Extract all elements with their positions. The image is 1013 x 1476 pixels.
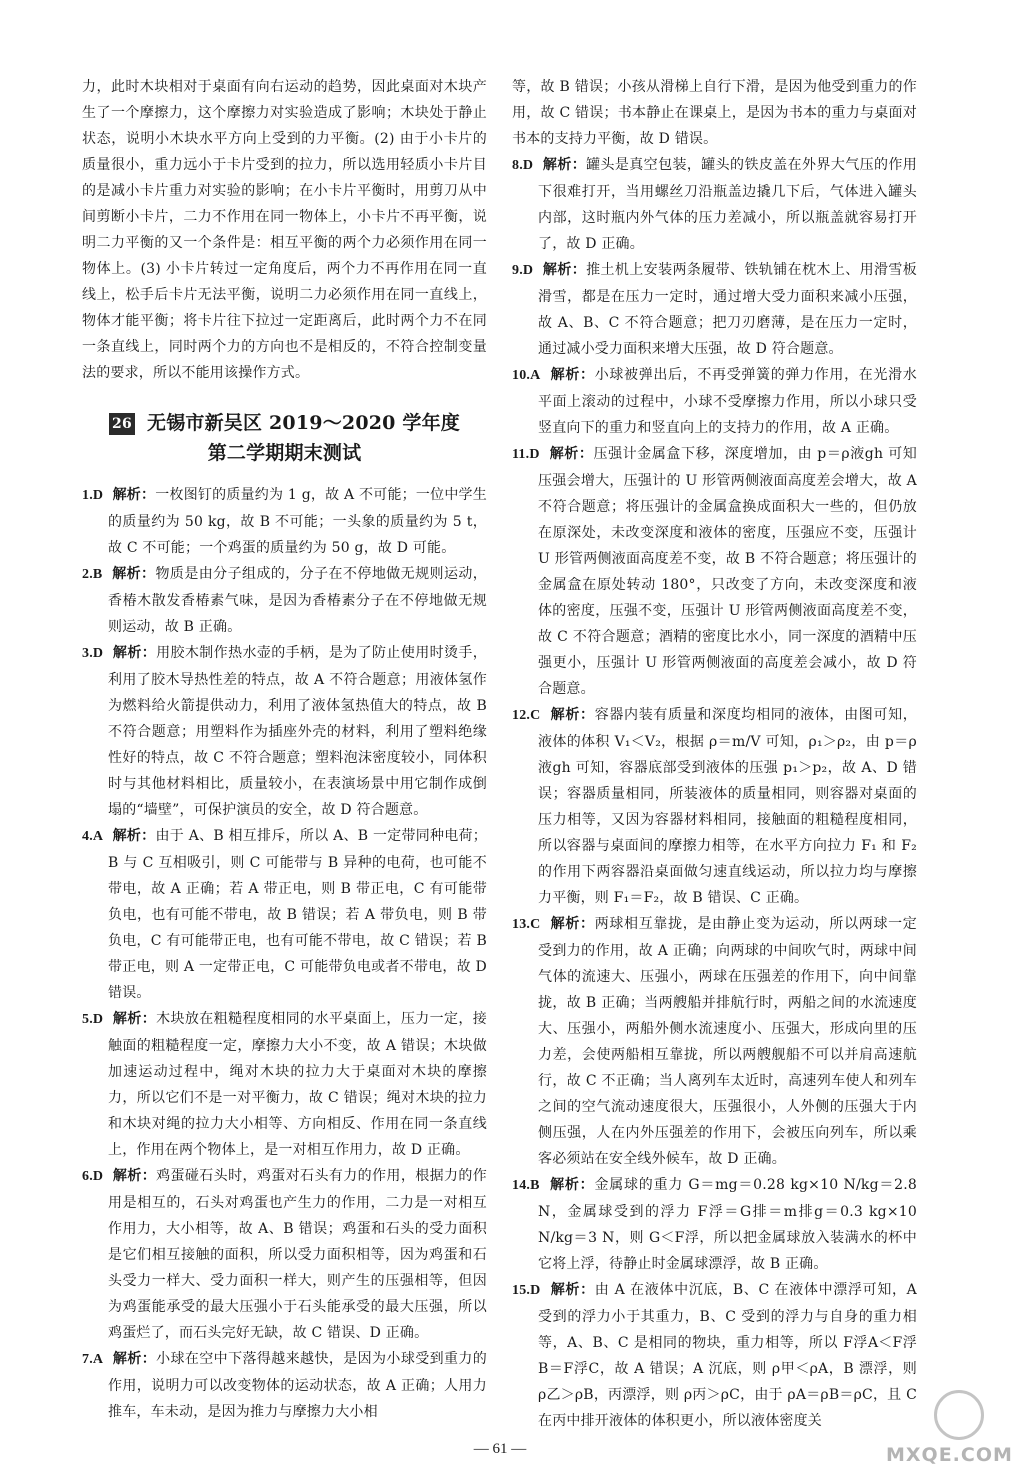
answer-letter: A (530, 368, 541, 383)
analysis-label: 解析： (550, 1282, 595, 1298)
question-number: 1. (82, 488, 93, 503)
question-number: 3. (82, 646, 93, 661)
answer-item (512, 911, 917, 1172)
analysis-label: 解析： (550, 1177, 595, 1193)
analysis-label: 解析： (112, 1168, 157, 1184)
left-intro-paragraph: 力，此时木块相对于桌面有向右运动的趋势，因此桌面对木块产生了一个摩擦力，这个摩擦力对实验造成了影响；木块处于静止状态，说明小木块水平方向上受到的力平衡。(2) 由于小卡片的质量很小，重力远小于卡片受到的拉力，所以选用轻质小卡片目的是减小卡片重力对实验的影响；在小卡片平衡时，用剪刀从中间剪断小卡片，二力不作用在同一物体上，小卡片不再平衡，说明二力平衡的又一个条件是：相互平衡的两个力必须作用在同一物体上。(3) 小卡片转过一定角度后，两个力不再作用在同一直线上，松手后卡片无法平衡，说明二力必须作用在同一直线上，物体才能平衡；将卡片往下拉过一定距离后，此时两个力不在同一条直线上，同时两个力的方向也不是相反的，不符合控制变量法的要求，所以不能用该操作方式。 (82, 79, 487, 381)
answer-item (82, 1006, 487, 1163)
analysis-label: 解析： (112, 645, 157, 661)
answer-letter: D (529, 447, 540, 462)
analysis-text: 木块放在粗糙程度相同的水平桌面上，压力一定，接触面的粗糙程度一定，摩擦力大小不变，故 A 错误；木块做加速运动过程中，绳对木块的拉力大于桌面对木块的摩擦力，所以它们不是一对平衡力，故 C 错误；绳对木块的拉力和木块对绳的拉力大小相等、方向相反、作用在同一条直线上，作用在两个物体上，是一对相互作用力，故 D 正确。 (108, 1011, 487, 1158)
analysis-text: 推土机上安装两条履带、铁轨铺在枕木上、用滑雪板滑雪，都是在压力一定时，通过增大受力面积来减小压强，故 A、B、C 不符合题意；把刀刃磨薄，是在压力一定时，通过减小受力面积来增大压强，故 D 符合题意。 (538, 262, 917, 357)
analysis-text: 压强计金属盒下移，深度增加，由 p＝ρ液gh 可知压强会增大，压强计的 U 形管两侧液面高度差会增大，故 A 不符合题意；将压强计的金属盒换成面积大一些的，但仍放在原深处，未改变深度和液体的密度，压强应不变，压强计 U 形管两侧液面高度差不变，故 B 不符合题意；将压强计的金属盒在原处转动 180°，只改变了方向，未改变深度和液体的密度，压强不变，压强计 U 形管两侧液面高度差不变，故 C 不符合题意；酒精的密度比水小，同一深度的酒精中压强更小，压强计 U 形管两侧液面的高度差会减小，故 D 符合题意。 (538, 446, 917, 697)
test-title-block (82, 408, 487, 468)
analysis-text: 一枚图钉的质量约为 1 g，故 A 不可能；一位中学生的质量约为 50 kg，故 B 不可能；一头象的质量约为 5 t，故 C 不可能；一个鸡蛋的质量约为 50 g，故 D 可能。 (108, 487, 487, 556)
page-number: — 61 — (473, 1441, 527, 1457)
answer-item (512, 362, 917, 441)
analysis-text: 鸡蛋碰石头时，鸡蛋对石头有力的作用，根据力的作用是相互的，石头对鸡蛋也产生力的作用，二力是一对相互作用力，大小相等，故 A、B 错误；鸡蛋和石头的受力面积是它们相互接触的面积，所以受力面积相等，因为鸡蛋和石头受力一样大、受力面积一样大，则产生的压强相等，但因为鸡蛋能承受的最大压强小于石头能承受的最大压强，所以鸡蛋烂了，而石头完好无缺，故 C 错误、D 正确。 (108, 1168, 487, 1341)
answer-item (82, 561, 487, 640)
analysis-label: 解析： (550, 916, 595, 932)
test-title-line-1 (82, 408, 487, 438)
analysis-text: 小球被弹出后，不再受弹簧的弹力作用，在光滑水平面上滚动的过程中，小球不受摩擦力作用，所以小球只受竖直向下的重力和竖直向上的支持力的作用，故 A 正确。 (538, 367, 917, 436)
answer-item (512, 1172, 917, 1277)
answer-letter: D (530, 1283, 541, 1298)
analysis-text: 由 A 在液体中沉底，B、C 在液体中漂浮可知，A 受到的浮力小于其重力，B、C 受到的浮力与自身的重力相等，A、B、C 是相同的物块，重力相等，所以 F浮A＜F浮B＝F浮C，故 A 错误；A 沉底，则 ρ甲＜ρA，B 漂浮，则 ρ乙＞ρB，丙漂浮，则 ρ丙＞ρC，由于 ρA＝ρB＝ρC，且 C 在丙中排开液体的体积更小，所以液体密度关 (538, 1282, 917, 1429)
analysis-label: 解析： (550, 707, 595, 723)
answer-item (82, 482, 487, 561)
analysis-text: 小球在空中下落得越来越快，是因为小球受到重力的作用，说明力可以改变物体的运动状态，故 A 正确；人用力推车，车未动，是因为推力与摩擦力大小相 (108, 1351, 487, 1420)
answer-letter: D (522, 158, 534, 173)
answer-letter: C (530, 917, 541, 932)
question-number: 4. (82, 829, 93, 844)
question-number: 10. (512, 368, 531, 383)
answer-item (512, 257, 917, 362)
watermark-text: MXQE.COM (886, 1444, 1013, 1466)
question-number: 9. (512, 263, 523, 278)
answer-letter: D (92, 488, 104, 503)
analysis-label: 解析： (112, 1351, 157, 1367)
answer-item (512, 152, 917, 257)
seal-icon (934, 1390, 984, 1440)
analysis-label: 解析： (112, 487, 156, 503)
analysis-label: 解析： (542, 157, 587, 173)
question-number: 6. (82, 1169, 93, 1184)
analysis-label: 解析： (550, 367, 595, 383)
analysis-text: 两球相互靠拢，是由静止变为运动，所以两球一定受到力的作用，故 A 正确；向两球的中间吹气时，两球中间气体的流速大、压强小，两球在压强差的作用下，向中间靠拢，故 B 正确；当两艘船并排航行时，两船之间的水流速度大、压强小，两船外侧水流速度小、压强大，形成向里的压力差，会使两船相互靠拢，所以两艘舰船不可以并肩高速航行，故 C 不正确；当人离列车太近时，高速列车使人和列车之间的空气流动速度很大，压强很小，人外侧的压强大于内侧压强，人在内外压强差的作用下，会被压向列车，所以乘客必须站在安全线外候车，故 D 正确。 (538, 916, 917, 1167)
answer-item (82, 1346, 487, 1425)
answer-letter: B (92, 567, 103, 582)
analysis-label: 解析： (112, 828, 156, 844)
question-number: 14. (512, 1178, 531, 1193)
answer-letter: C (530, 708, 541, 723)
analysis-label: 解析： (112, 1011, 157, 1027)
question-number: 11. (512, 447, 530, 462)
question-number: 5. (82, 1012, 93, 1027)
left-column (82, 74, 487, 1425)
right-intro-paragraph: 等，故 B 错误；小孩从滑梯上自行下滑，是因为他受到重力的作用，故 C 错误；书本静止在课桌上，是因为书本的重力与桌面对书本的支持力平衡，故 D 错误。 (512, 79, 917, 147)
answer-item (82, 1163, 487, 1346)
answer-letter: D (92, 646, 104, 661)
answer-item (82, 640, 487, 823)
analysis-text: 容器内装有质量和深度均相同的液体，由图可知，液体的体积 V₁＜V₂，根据 ρ＝m/V 可知，ρ₁＞ρ₂，由 p＝ρ液gh 可知，容器底部受到液体的压强 p₁＞p₂，故 A、D 错误；容器质量相同，所装液体的质量相同，则容器对桌面的压力相等，又因为容器材料相同，接触面的粗糙程度相同，所以容器与桌面间的摩擦力相等，在水平方向拉力 F₁ 和 F₂ 的作用下两容器沿桌面做匀速直线运动，所以拉力均与摩擦力平衡，则 F₁＝F₂，故 B 错误、C 正确。 (538, 707, 917, 906)
question-number: 7. (82, 1352, 93, 1367)
answer-item (512, 702, 917, 911)
answer-item (512, 1277, 917, 1434)
question-number: 13. (512, 917, 531, 932)
answer-letter: D (92, 1169, 104, 1184)
answer-item (82, 823, 487, 1006)
answer-letter: A (92, 1352, 104, 1367)
analysis-text: 用胶木制作热水壶的手柄，是为了防止使用时烫手，利用了胶木导热性差的特点，故 A 不符合题意；用液体氢作为燃料给火箭提供动力，利用了液体氢热值大的特点，故 B 不符合题意；用塑料作为插座外壳的材料，利用了塑料绝缘性好的特点，故 C 不符合题意；塑料泡沫密度较小，同体积时与其他材料相比，质量较小，在表演场景中用它制作成倒塌的“墙壁”，可保护演员的安全，故 D 符合题意。 (108, 645, 487, 818)
test-title-line-2: 第二学期期末测试 (207, 442, 362, 464)
question-number: 15. (512, 1283, 531, 1298)
answer-letter: D (92, 1012, 104, 1027)
test-title-text: 无锡市新吴区 2019～2020 学年度 (147, 412, 460, 434)
analysis-label: 解析： (549, 446, 594, 462)
watermark-logo (886, 1388, 1013, 1472)
test-number-badge: 26 (109, 413, 135, 435)
right-column (512, 74, 917, 1434)
analysis-label: 解析： (542, 262, 587, 278)
analysis-text: 物质是由分子组成的，分子在不停地做无规则运动，香椿木散发香椿素气味，是因为香椿素分子在不停地做无规则运动，故 B 正确。 (108, 566, 487, 635)
question-number: 2. (82, 567, 93, 582)
answer-item (512, 441, 917, 702)
analysis-text: 由于 A、B 相互排斥，所以 A、B 一定带同种电荷；B 与 C 互相吸引，则 C 可能带与 B 异种的电荷，也可能不带电，故 A 正确；若 A 带正电，则 B 带正电，C 有可能带负电，也有可能不带电，故 B 错误；若 A 带负电，则 B 带负电，C 有可能带正电，也有可能不带电，故 C 错误；若 B 带正电，则 A 一定带正电，C 可能带负电或者不带电，故 D 错误。 (108, 828, 487, 1001)
question-number: 12. (512, 708, 531, 723)
answer-letter: B (530, 1178, 540, 1193)
analysis-text: 金属球的重力 G＝mg＝0.28 kg×10 N/kg＝2.8 N，金属球受到的浮力 F浮＝G排＝m排g＝0.3 kg×10 N/kg＝3 N，则 G＜F浮，所以把金属球放入装满水的杯中它将上浮，待静止时金属球漂浮，故 B 正确。 (538, 1177, 917, 1272)
analysis-label: 解析： (112, 566, 156, 582)
answer-letter: D (522, 263, 534, 278)
question-number: 8. (512, 158, 523, 173)
answer-letter: A (92, 829, 104, 844)
analysis-text: 罐头是真空包装，罐头的铁皮盖在外界大气压的作用下很难打开，当用螺丝刀沿瓶盖边撬几下后，气体进入罐头内部，这时瓶内外气体的压力差减小，所以瓶盖就容易打开了，故 D 正确。 (538, 157, 917, 252)
